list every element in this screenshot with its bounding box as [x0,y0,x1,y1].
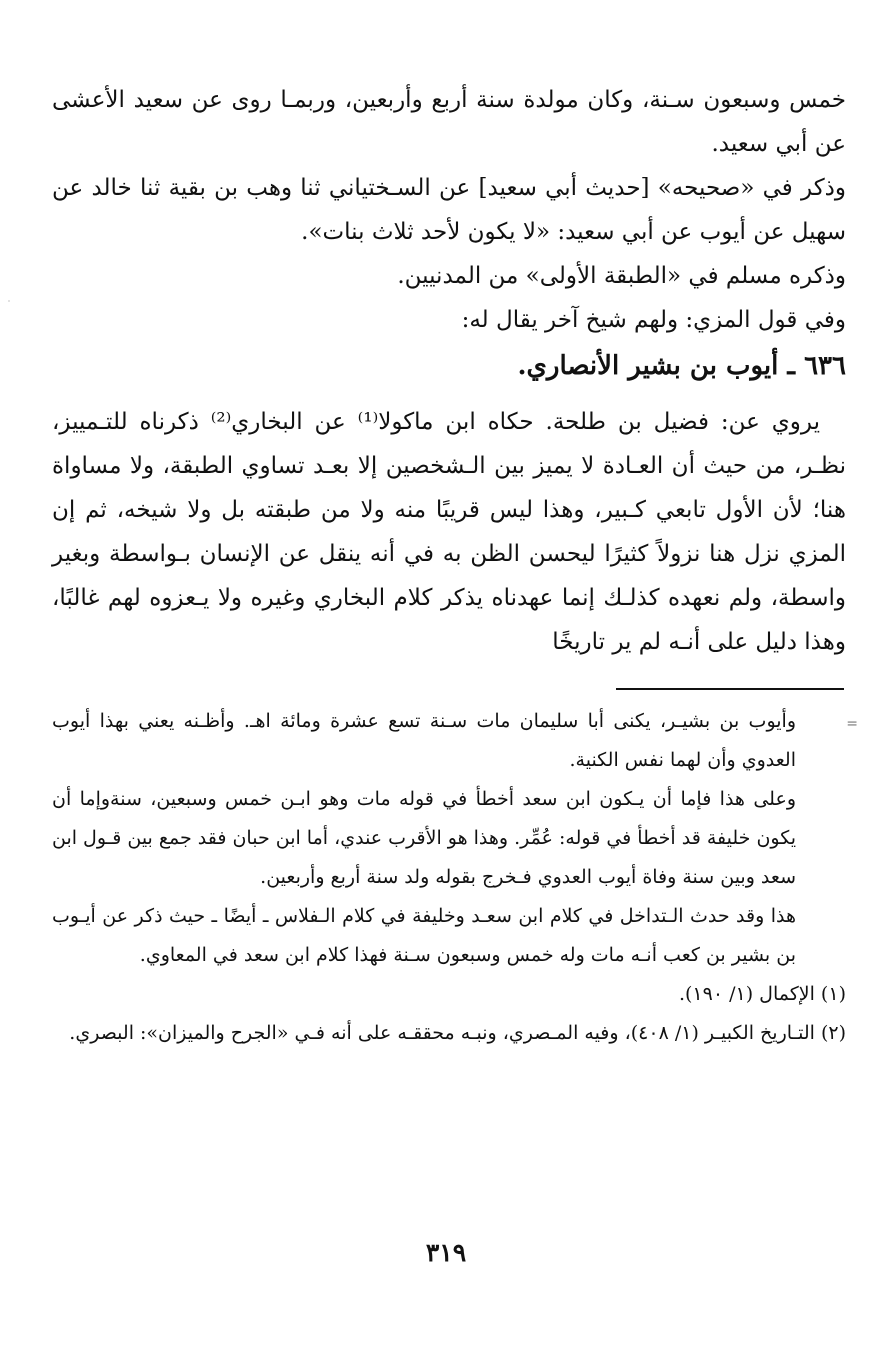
footnote-continuation-2: وعلى هذا فإما أن يـكون ابن سعد أخطأ في قوله مات وهو ابـن خمس وسبعين، سنةوإما أن يكون خليفة قد أخطأ في قوله: عُمِّر. وهذا هو الأقرب عندي، أما ابن حبان فقد جمع بين قـول ابن سعد وبين سنة وفاة أيوب العدوي فـخرج بقوله ولد سنة أربع وأربعين. [51,788,796,888]
paragraph-4: وفي قول المزي: ولهم شيخ آخر يقال له: [461,307,846,333]
paragraph-2: وذكر في «صحيحه» [حديث أبي سعيد] عن السـختياني ثنا وهب بن بقية ثنا خالد عن سهيل عن أيوب عن أبي سعيد: «لا يكون لأحد ثلاث بنات». [52,175,846,245]
footnote-1: (١) الإكمال (١/ ١٩٠). [678,983,846,1005]
scan-speck [8,300,10,302]
footnote-continuation-1: وأيوب بن بشيـر، يكنى أبا سليمان مات سـنة تسع عشرة ومائة اهـ. وأظـنه يعني بهذا أيوب العدوي وأن لهما نفس الكنية. [52,710,796,771]
page-number: ٣١٩ [425,1238,467,1267]
entry-heading: ٦٣٦ ـ أيوب بن بشير الأنصاري. [517,351,846,381]
footnote-divider [616,688,844,690]
paragraph-5: يروي عن: فضيل بن طلحة. حكاه ابن ماكولا⁽¹⁾ عن البخاري⁽²⁾ ذكرناه للتـمييز، نظـر، من حيث أن العـادة لا يميز بين الـشخصين إلا بعـد تساوي الطبقة، ولا مساواة هنا؛ لأن الأول تابعي كـبير، وهذا ليس قريبًا منه ولا من طبقته بل ولا شيخه، ثم إن المزي نزل هنا نزولاً كثيرًا ليحسن الظن به في أنه ينقل عن الإنسان بـواسطة وبغير واسطة، ولم نعهده كذلـك إنما عهدناه يذكر كلام البخاري وغيره ولا يـعزوه لهم غالبًا، وهذا دليل على أنـه لم ير تاريخًا [52,409,846,655]
footnote-2: (٢) التـاريخ الكبيـر (١/ ٤٠٨)، وفيه المـصري، ونبـه محققـه على أنه فـي «الجرح والميزان»: البصري. [69,1022,846,1044]
margin-equals-mark: = [846,716,858,732]
paragraph-1: خمس وسبعون سـنة، وكان مولدة سنة أربع وأربعين، وربمـا روى عن سعيد الأعشى عن أبي سعيد. [52,87,846,157]
main-text [52,78,846,664]
footnote-continuation-3: هذا وقد حدث الـتداخل في كلام ابن سعـد وخليفة في كلام الـفلاس ـ أيضًا ـ حيث ذكر عن أيـوب بن بشير بن كعب أنـه مات وله خمس وسبعون سـنة فهذا كلام ابن سعد في المعاوي. [52,905,796,966]
footnotes [52,702,846,1053]
paragraph-3: وذكره مسلم في «الطبقة الأولى» من المدنيين. [397,263,846,289]
